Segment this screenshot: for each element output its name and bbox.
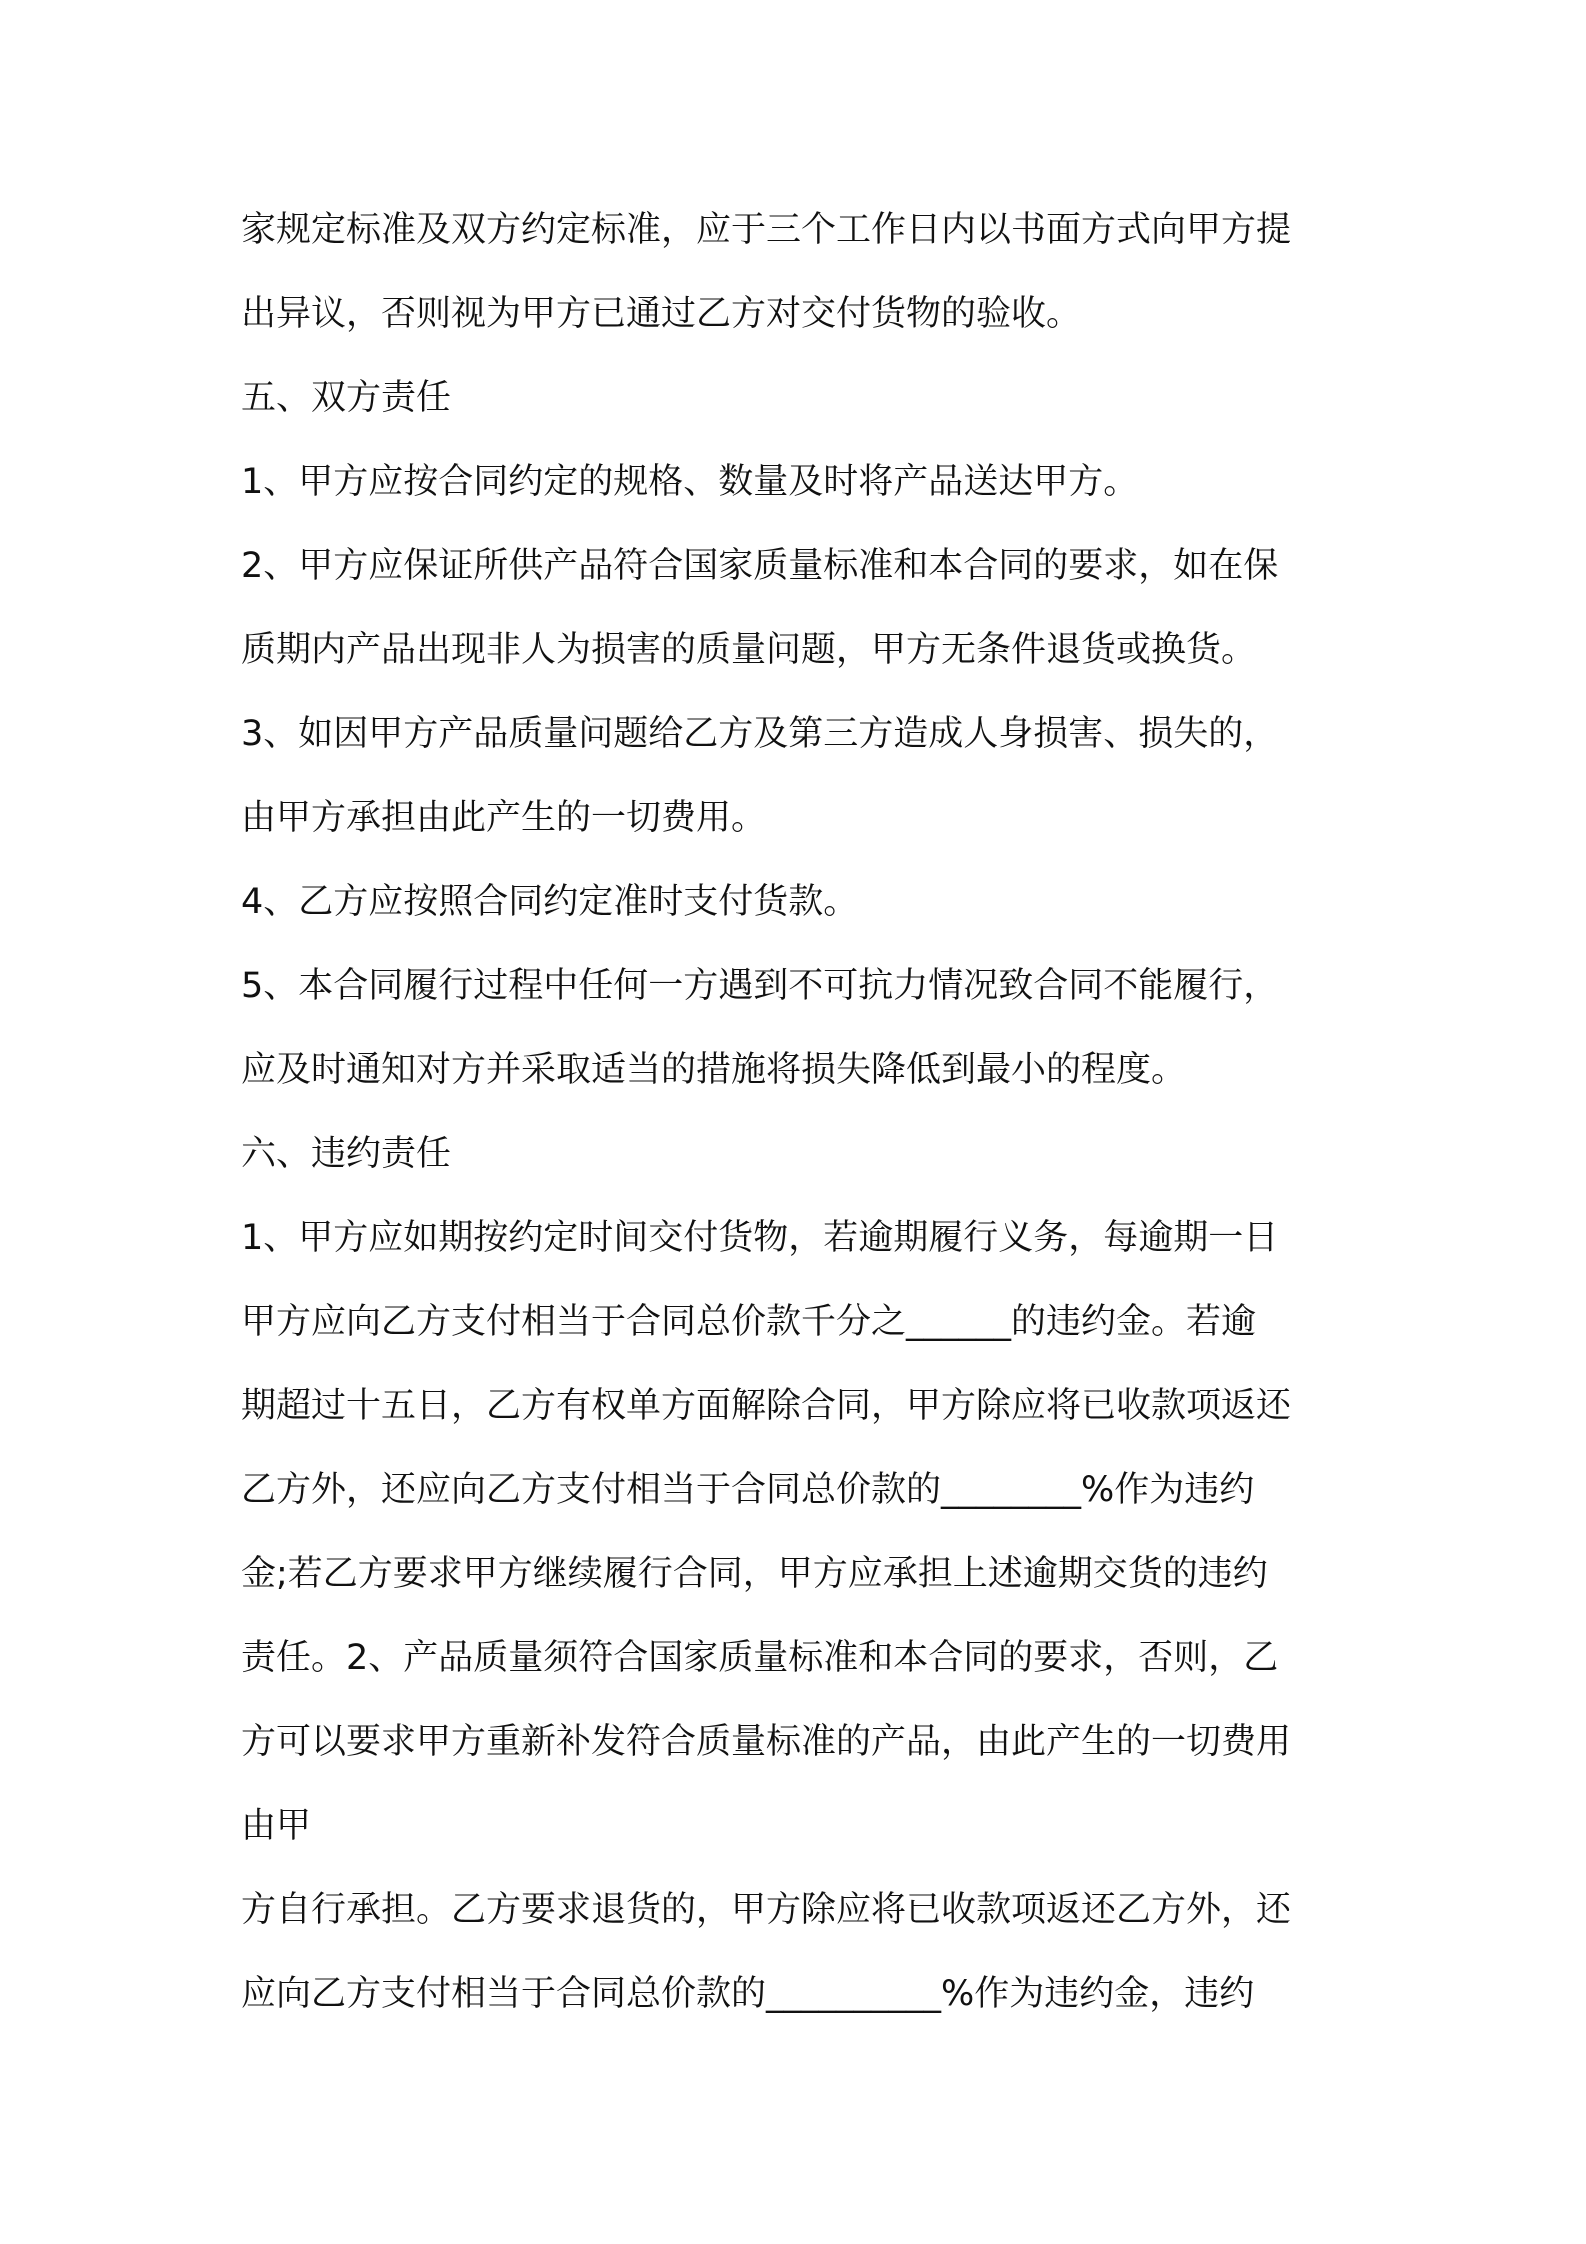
- text-line: 1、甲方应按合同约定的规格、数量及时将产品送达甲方。: [241, 462, 1139, 502]
- text-line: 应及时通知对方并采取适当的措施将损失降低到最小的程度。: [241, 1050, 1187, 1090]
- text-line: 5、本合同履行过程中任何一方遇到不可抗力情况致合同不能履行，: [241, 966, 1279, 1006]
- section-heading: 五、双方责任: [241, 378, 452, 418]
- text-line: 方自行承担。乙方要求退货的，甲方除应将已收款项返还乙方外，还: [241, 1890, 1292, 1930]
- text-line: 方可以要求甲方重新补发符合质量标准的产品，由此产生的一切费用: [241, 1722, 1292, 1762]
- text-line: 由甲: [241, 1806, 312, 1846]
- text-line: 乙方外，还应向乙方支付相当于合同总价款的________%作为违约: [241, 1470, 1255, 1510]
- text-line: 出异议，否则视为甲方已通过乙方对交付货物的验收。: [241, 294, 1082, 334]
- text-line: 甲方应向乙方支付相当于合同总价款千分之______的违约金。若逾: [241, 1302, 1257, 1342]
- text-line: 期超过十五日，乙方有权单方面解除合同，甲方除应将已收款项返还: [241, 1386, 1292, 1426]
- text-line: 金;若乙方要求甲方继续履行合同，甲方应承担上述逾期交货的违约: [241, 1554, 1268, 1594]
- text-line: 2、甲方应保证所供产品符合国家质量标准和本合同的要求，如在保: [241, 546, 1279, 586]
- text-line: 3、如因甲方产品质量问题给乙方及第三方造成人身损害、损失的，: [241, 714, 1279, 754]
- section-heading: 六、违约责任: [241, 1134, 452, 1174]
- text-line: 应向乙方支付相当于合同总价款的__________%作为违约金，违约: [241, 1974, 1255, 2014]
- text-line: 责任。2、产品质量须符合国家质量标准和本合同的要求，否则，乙: [241, 1638, 1279, 1678]
- text-line: 1、甲方应如期按约定时间交付货物，若逾期履行义务，每逾期一日: [241, 1218, 1279, 1258]
- text-line: 由甲方承担由此产生的一切费用。: [241, 798, 767, 838]
- text-line: 4、乙方应按照合同约定准时支付货款。: [241, 882, 859, 922]
- text-line: 质期内产品出现非人为损害的质量问题，甲方无条件退货或换货。: [241, 630, 1257, 670]
- text-line: 家规定标准及双方约定标准，应于三个工作日内以书面方式向甲方提: [241, 210, 1292, 250]
